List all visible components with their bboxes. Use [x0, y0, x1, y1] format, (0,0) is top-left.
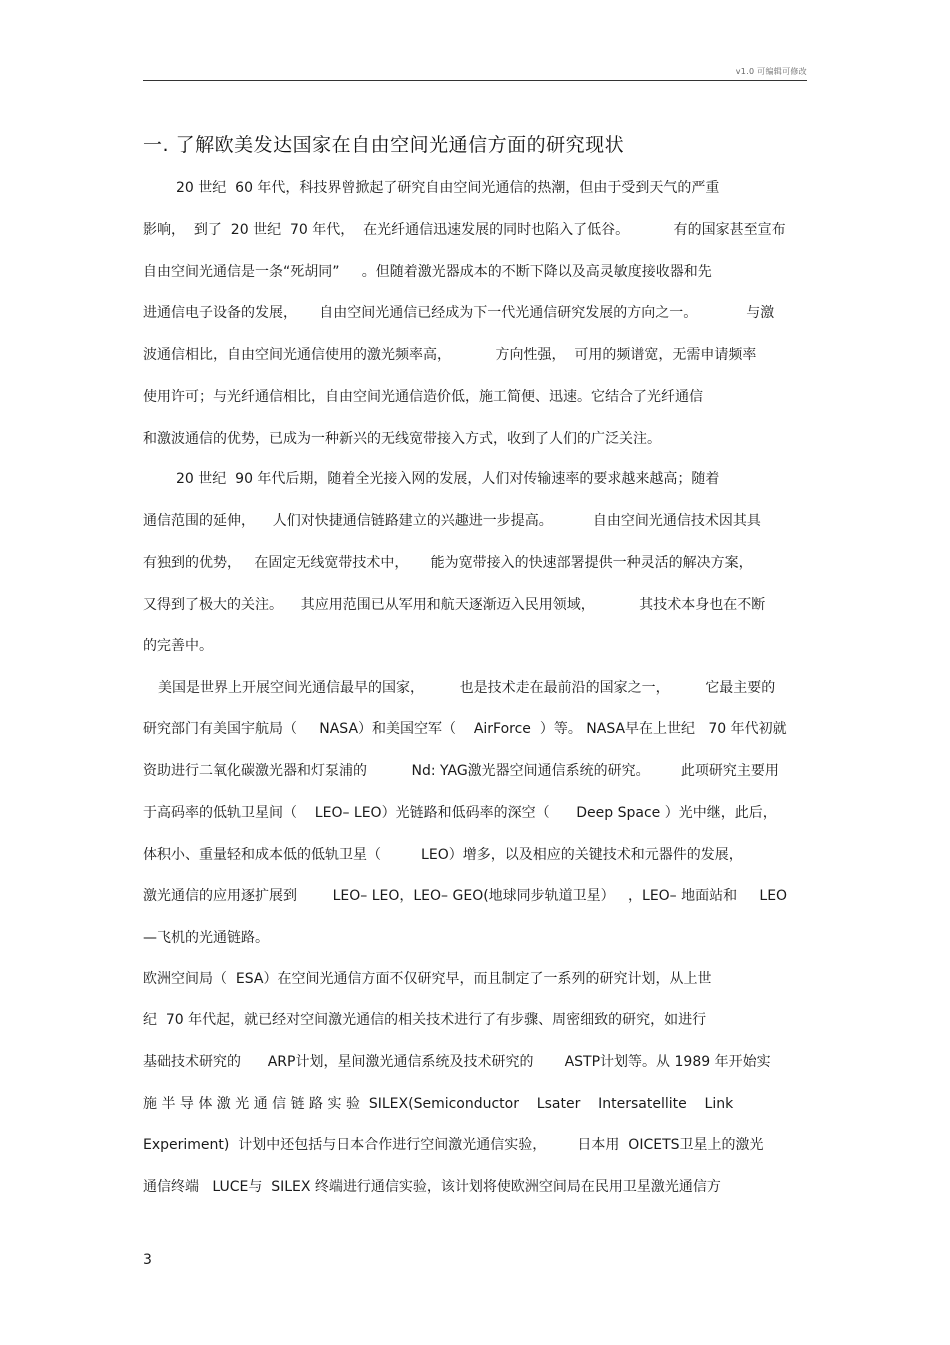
section-title: 一. 了解欧美发达国家在自由空间光通信方面的研究现状: [143, 134, 625, 156]
paragraph-line: 和激波通信的优势，已成为一种新兴的无线宽带接入方式，收到了人们的广泛关注。: [143, 431, 661, 447]
paragraph-line: 影响， 到了 20 世纪 70 年代， 在光纤通信迅速发展的同时也陷入了低谷。 有的国家甚至宣布: [143, 222, 786, 238]
paragraph-line: 美国是世界上开展空间光通信最早的国家， 也是技术走在最前沿的国家之一， 它最主要的: [158, 680, 776, 696]
page-number: 3: [143, 1252, 152, 1268]
paragraph-line: 通信终端 LUCE与 SILEX 终端进行通信实验，该计划将使欧洲空间局在民用卫星激光通信方: [143, 1179, 721, 1195]
paragraph-line: 通信范围的延伸， 人们对快捷通信链路建立的兴趣进一步提高。 自由空间光通信技术因其具: [143, 513, 761, 529]
paragraph-line: 使用许可；与光纤通信相比，自由空间光通信造价低，施工简便、迅速。它结合了光纤通信: [143, 389, 703, 405]
paragraph-line: 于高码率的低轨卫星间（ LEO– LEO）光链路和低码率的深空（ Deep Space ）光中继，此后，: [143, 805, 777, 821]
paragraph-line: —飞机的光通链路。: [143, 930, 269, 946]
header-divider: [143, 80, 807, 81]
paragraph-line: 资助进行二氧化碳激光器和灯泵浦的 Nd: YAG激光器空间通信系统的研究。 此项研究主要用: [143, 763, 779, 779]
paragraph-line: 进通信电子设备的发展， 自由空间光通信已经成为下一代光通信研究发展的方向之一。 与激: [143, 305, 775, 321]
paragraph-line: 激光通信的应用逐扩展到 LEO– LEO，LEO– GEO(地球同步轨道卫星） ，LEO– 地面站和 LEO: [143, 888, 788, 904]
paragraph-line: Experiment) 计划中还包括与日本合作进行空间激光通信实验， 日本用 OICETS卫星上的激光: [143, 1137, 764, 1153]
paragraph-line: 20 世纪 60 年代，科技界曾掀起了研究自由空间光通信的热潮，但由于受到天气的严重: [176, 180, 720, 196]
paragraph-line: 波通信相比，自由空间光通信使用的激光频率高， 方向性强， 可用的频谱宽，无需申请频率: [143, 347, 757, 363]
paragraph-line: 的完善中。: [143, 638, 213, 654]
paragraph-line: 自由空间光通信是一条“死胡同” 。但随着激光器成本的不断下降以及高灵敏度接收器和先: [143, 264, 712, 280]
paragraph-line: 纪 70 年代起，就已经对空间激光通信的相关技术进行了有步骤、周密细致的研究，如进行: [143, 1012, 707, 1028]
paragraph-line: 欧洲空间局（ ESA）在空间光通信方面不仅研究早，而且制定了一系列的研究计划，从上世: [143, 971, 712, 987]
paragraph-line: 研究部门有美国宇航局（ NASA）和美国空军（ AirForce ）等。 NASA早在上世纪 70 年代初就: [143, 721, 787, 737]
paragraph-line: 基础技术研究的 ARP计划，星间激光通信系统及技术研究的 ASTP计划等。从 1989 年开始实: [143, 1054, 771, 1070]
paragraph-line: 体积小、重量轻和成本低的低轨卫星（ LEO）增多，以及相应的关键技术和元器件的发展，: [143, 847, 743, 863]
paragraph-line: 又得到了极大的关注。 其应用范围已从军用和航天逐渐迈入民用领域， 其技术本身也在不断: [143, 597, 766, 613]
paragraph-line: 施 半 导 体 激 光 通 信 链 路 实 验 SILEX(Semiconductor Lsater Intersatellite Link: [143, 1096, 734, 1112]
page-header-version: v1.0 可编辑可修改: [735, 67, 807, 76]
paragraph-line: 有独到的优势， 在固定无线宽带技术中， 能为宽带接入的快速部署提供一种灵活的解决方案，: [143, 555, 753, 571]
paragraph-line: 20 世纪 90 年代后期，随着全光接入网的发展，人们对传输速率的要求越来越高；随着: [176, 471, 720, 487]
